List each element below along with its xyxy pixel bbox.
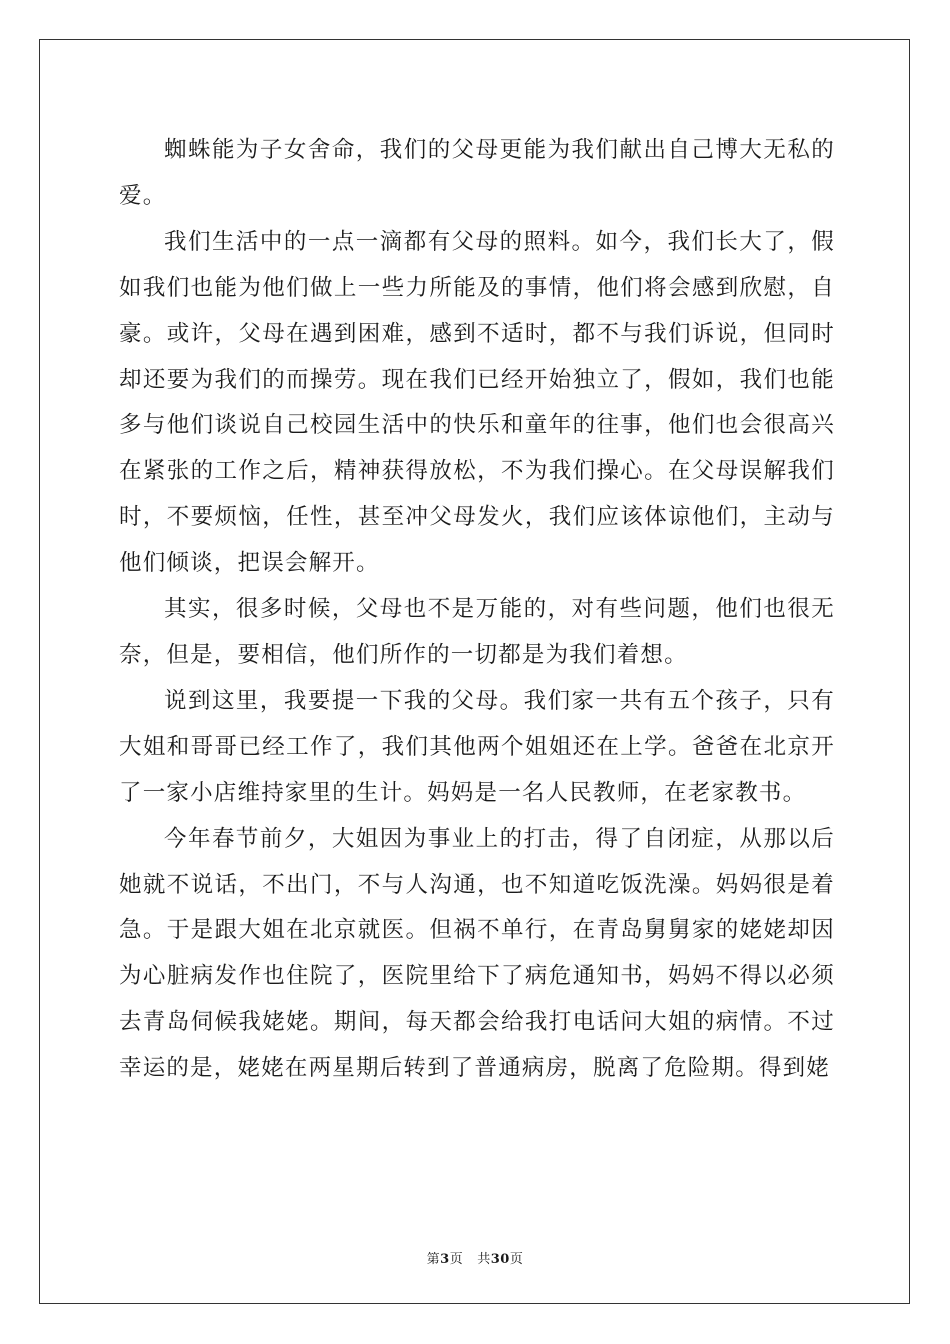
page-number: 3 — [440, 1252, 450, 1267]
total-prefix: 共 — [477, 1252, 491, 1267]
total-pages: 30 — [490, 1252, 510, 1267]
page-suffix: 页 — [449, 1252, 464, 1267]
paragraph-1: 蜘蛛能为子女舍命，我们的父母更能为我们献出自己博大无私的爱。 — [119, 137, 835, 209]
document-body — [119, 128, 835, 1092]
page-footer — [0, 1248, 950, 1267]
paragraph-5: 今年春节前夕，大姐因为事业上的打击，得了自闭症，从那以后她就不说话，不出门，不与人沟通，也不知道吃饭洗澡。妈妈很是着急。于是跟大姐在北京就医。但祸不单行，在青岛舅舅家的姥姥却因为心脏病发作也住院了，医院里给下了病危通知书，妈妈不得以必须去青岛伺候我姥姥。期间，每天都会给我打电话问大姐的病情。不过幸运的是，姥姥在两星期后转到了普通病房，脱离了危险期。得到姥 — [119, 825, 835, 1082]
paragraph-2: 我们生活中的一点一滴都有父母的照料。如今，我们长大了，假如我们也能为他们做上一些力所能及的事情，他们将会感到欣慰，自豪。或许，父母在遇到困难，感到不适时，都不与我们诉说，但同时却还要为我们的而操劳。现在我们已经开始独立了，假如，我们也能多与他们谈说自己校园生活中的快乐和童年的往事，他们也会很高兴在紧张的工作之后，精神获得放松，不为我们操心。在父母误解我们时，不要烦恼，任性，甚至冲父母发火，我们应该体谅他们，主动与他们倾谈，把误会解开。 — [119, 228, 835, 577]
paragraph-4: 说到这里，我要提一下我的父母。我们家一共有五个孩子，只有大姐和哥哥已经工作了，我们其他两个姐姐还在上学。爸爸在北京开了一家小店维持家里的生计。妈妈是一名人民教师，在老家教书。 — [119, 687, 835, 806]
paragraph-3: 其实，很多时候，父母也不是万能的，对有些问题，他们也很无奈，但是，要相信，他们所作的一切都是为我们着想。 — [119, 596, 835, 668]
total-suffix: 页 — [509, 1252, 524, 1267]
page-prefix: 第 — [426, 1252, 441, 1267]
